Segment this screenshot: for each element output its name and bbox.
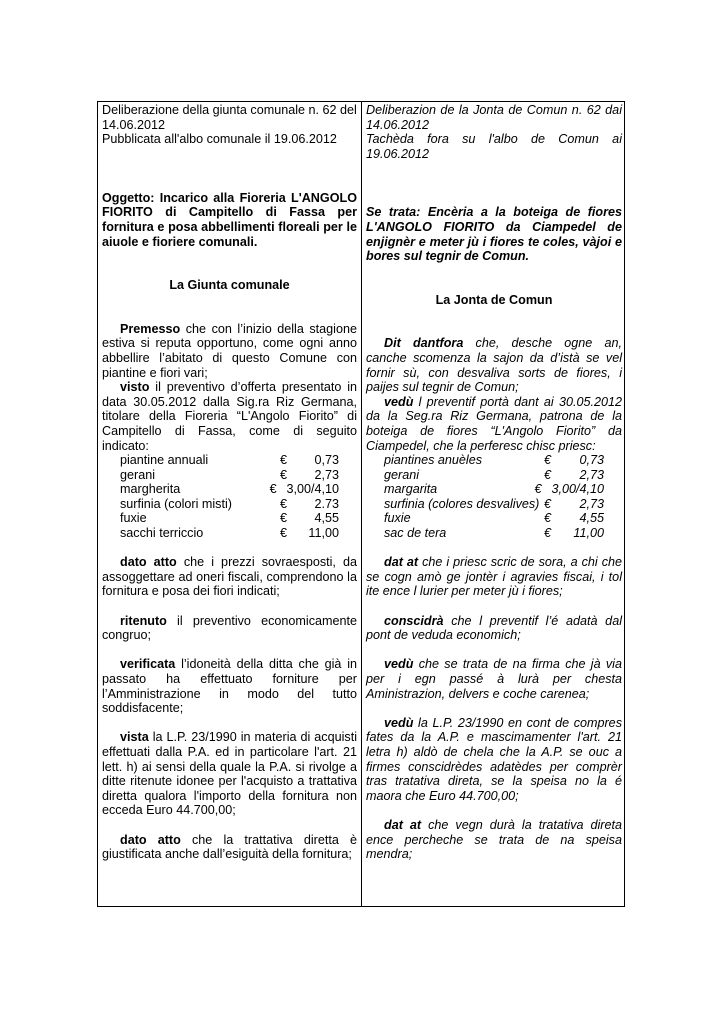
dato-atto-paragraph-2: dato atto che la trattativa diretta è giustificata anche dall’esiguità della fornitura;: [102, 832, 358, 862]
price-row: gerani € 2,73: [120, 467, 339, 482]
price-row: piantine annuali € 0,73: [120, 453, 339, 468]
price-row: gerani € 2,73: [384, 467, 604, 482]
dato-atto-paragraph-2: dat at che vegn durà la tratativa direta ence percheche se trata de na speisa mendra;: [366, 817, 622, 862]
publication-line: Pubblicata all'albo comunale il 19.06.2012: [102, 132, 337, 147]
price-row: fuxie € 4,55: [120, 511, 339, 526]
subject: Se trata: Encèria a la boteiga de fiores L'ANGOLO FIORITO da Ciampedel de enjignèr e meter jù i fiores te coles, vàjoi e bores sul tegnir de Comun.: [366, 205, 622, 264]
ritenuto-paragraph: ritenuto il preventivo economicamente congruo;: [102, 613, 357, 643]
dato-atto-paragraph: dato atto che i prezzi sovraesposti, da assoggettare ad oneri fiscali, comprendono la fornitura e posa dei fiori indicati;: [102, 555, 357, 599]
premesso-paragraph: Dit dantfora che, desche ogne an, canche scomenza la sajon da d’istà se vel fornir sù, con desvaliva sorts de fiores, i paijes sul tegnir de Comun;: [366, 336, 622, 395]
deliberation-header: Deliberazione della giunta comunale n. 62 del 14.06.2012: [102, 103, 357, 132]
ritenuto-paragraph: conscidrà che l preventif l’é adatà dal pont de veduda economich;: [366, 613, 622, 643]
price-row: margarita € 3,00/4,10: [384, 482, 604, 497]
body-title: La Giunta comunale: [169, 278, 290, 293]
deliberation-header: Deliberazion de la Jonta de Comun n. 62 dai 14.06.2012: [366, 103, 622, 132]
dato-atto-paragraph: dat at che i priesc scric de sora, a chi che se cogn amò ge jontèr i agravies fiscai, i tol ite ence l lurier per meter jù i fiores;: [366, 555, 623, 599]
visto-paragraph: vedù l preventif portà dant ai 30.05.2012 da la Seg.ra Riz Germana, patrona de la boteiga de fiores “L'Angolo Fiorito” da Ciampedel, che la perferesc chisc priesc:: [366, 394, 622, 453]
price-row: surfinia (colores desvalives) € 2,73: [384, 496, 604, 511]
vista-paragraph: vista la L.P. 23/1990 in materia di acquisti effettuati dalla P.A. ed in particolare l'art. 21 lett. h) ai sensi della quale la P.A. si rivolge a ditte ritenute idonee per l'acquisto a trattativa diretta qualora l'importo della fornitura non ecceda Euro 44.700,00;: [102, 730, 357, 818]
verificata-paragraph: vedù che se trata de na firma che jà via per i egn passé à lurà per chesta Aministrazion, delvers e coche carenea;: [366, 657, 622, 701]
body-title: La Jonta de Comun: [435, 292, 553, 307]
price-row: surfinia (colori misti) € 2.73: [120, 496, 339, 511]
premesso-paragraph: Premesso che con l’inizio della stagione estiva si reputa opportuno, come ogni anno abbellire l’abitato di questo Comune con piantine e fiori vari;: [102, 321, 357, 380]
ladin-column: [362, 102, 626, 906]
price-list: [120, 453, 357, 541]
price-row: sacchi terriccio € 11,00: [120, 526, 339, 541]
price-row: piantines anuèles € 0,73: [384, 453, 604, 468]
price-list: [384, 453, 622, 541]
publication-line: Tachèda fora su l'albo de Comun ai 19.06.2012: [366, 132, 622, 161]
italian-column: [98, 102, 362, 906]
subject: Oggetto: Incarico alla Fioreria L'ANGOLO FIORITO di Campitello di Fassa per fornitura e posa abbellimenti floreali per le aiuole e fioriere comunali.: [102, 190, 357, 249]
price-row: sac de tera € 11,00: [384, 526, 604, 541]
price-row: margherita € 3,00/4,10: [120, 482, 339, 497]
vista-paragraph: vedù la L.P. 23/1990 en cont de compres fates da la A.P. e mascimamenter l'art. 21 letra h) aldò de chela che la A.P. se ouc a firmes conscidrèdes adatèdes per comprèr tras tratativa direta, se la speisa no la é maora che Euro 44.700,00;: [366, 715, 622, 803]
visto-paragraph: visto il preventivo d’offerta presentato in data 30.05.2012 dalla Sig.ra Riz Germana, titolare della Fioreria “L'Angolo Fiorito” di Campitello di Fassa, come di seguito indicato:: [102, 380, 357, 453]
document-table: [97, 101, 625, 907]
verificata-paragraph: verificata l’idoneità della ditta che già in passato ha effettuato forniture per l’Amministrazione in modo del tutto soddisfacente;: [102, 657, 357, 716]
price-row: fuxie € 4,55: [384, 511, 604, 526]
